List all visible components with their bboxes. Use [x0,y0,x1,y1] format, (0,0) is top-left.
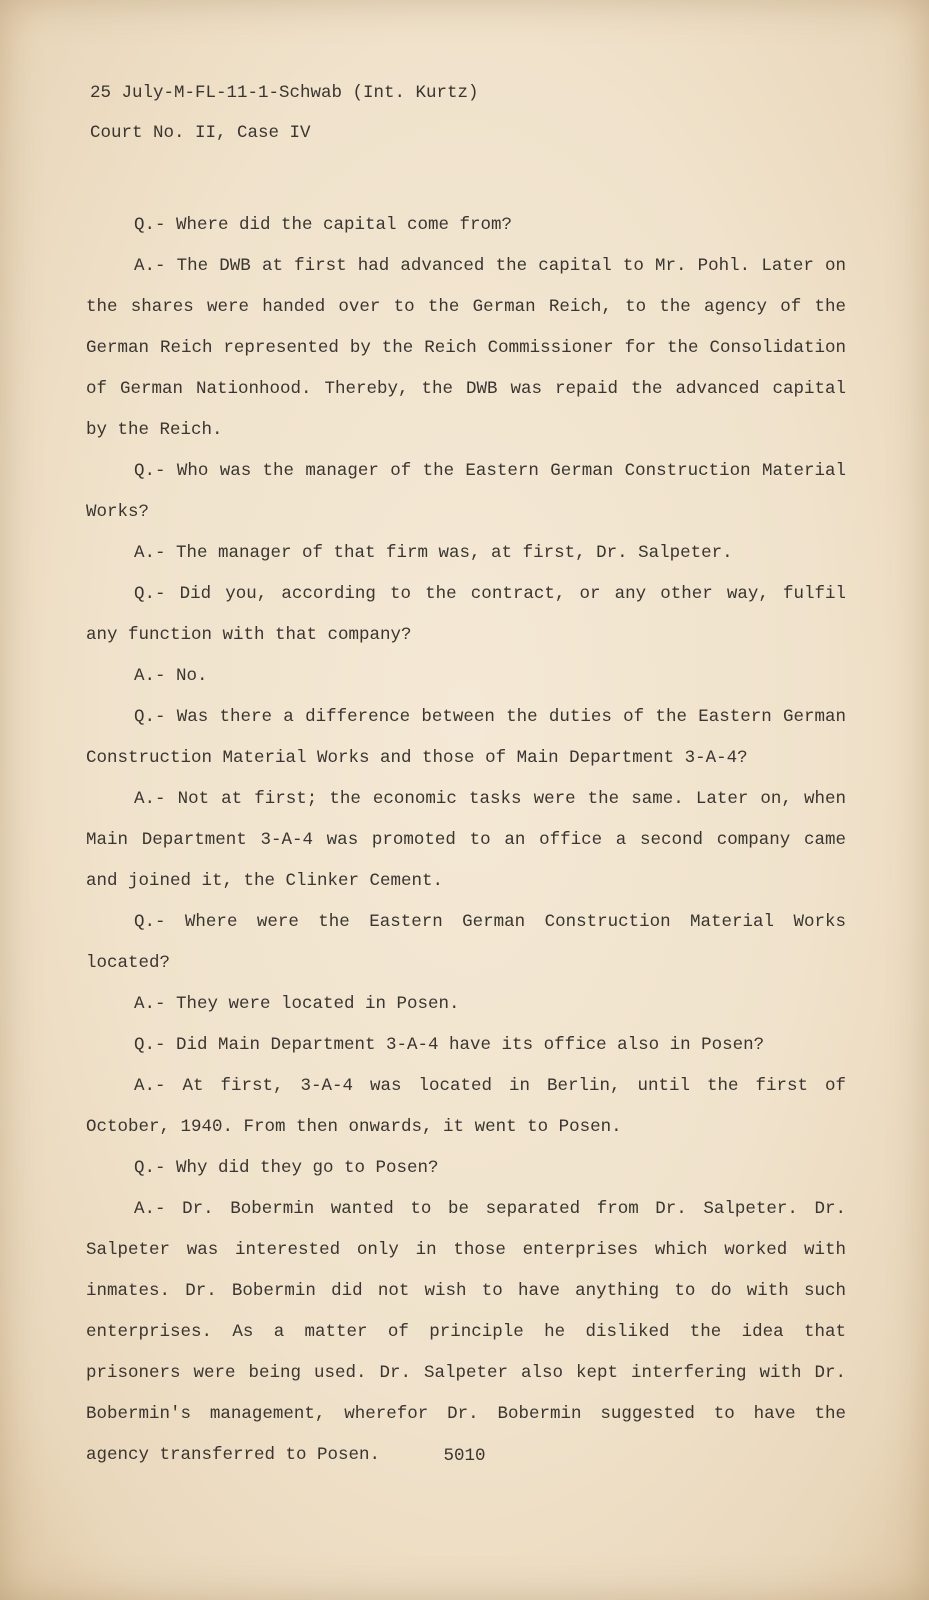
question-paragraph: Q.- Where were the Eastern German Construction Material Works located? [86,912,846,973]
question-paragraph: Q.- Where did the capital come from? [134,215,513,235]
answer-paragraph: A.- At first, 3-A-4 was located in Berlin, until the first of October, 1940. From then onwards, it went to Posen. [86,1076,846,1137]
testimony-body [86,205,846,1476]
header-court-line: Court No. II, Case IV [90,123,311,143]
answer-paragraph: A.- The manager of that firm was, at first, Dr. Salpeter. [134,543,733,563]
question-paragraph: Q.- Why did they go to Posen? [134,1158,439,1178]
answer-paragraph: A.- Dr. Bobermin wanted to be separated from Dr. Salpeter. Dr. Salpeter was interested only in those enterprises which worked with inmates. Dr. Bobermin did not wish to have anything to do with such enterprises. As a matter of principle he disliked the idea that prisoners were being used. Dr. Salpeter also kept interfering with Dr. Bobermin's management, wherefor Dr. Bobermin suggested to have the agency transferred to Posen. [86,1199,846,1465]
question-paragraph: Q.- Who was the manager of the Eastern German Construction Material Works? [86,461,846,522]
question-paragraph: Q.- Did Main Department 3-A-4 have its office also in Posen? [134,1035,765,1055]
header-reference-line: 25 July-M-FL-11-1-Schwab (Int. Kurtz) [90,83,479,103]
question-paragraph: Q.- Was there a difference between the duties of the Eastern German Construction Material Works and those of Main Department 3-A-4? [86,707,846,768]
question-paragraph: Q.- Did you, according to the contract, or any other way, fulfil any function with that company? [86,584,846,645]
answer-paragraph: A.- No. [134,666,208,686]
answer-paragraph: A.- Not at first; the economic tasks were the same. Later on, when Main Department 3-A-4 was promoted to an office a second company came and joined it, the Clinker Cement. [86,789,846,891]
answer-paragraph: A.- The DWB at first had advanced the capital to Mr. Pohl. Later on the shares were handed over to the German Reich, to the agency of the German Reich represented by the Reich Commissioner for the Consolidation of German Nationhood. Thereby, the DWB was repaid the advanced capital by the Reich. [86,256,846,440]
page-number: 5010 [443,1446,486,1466]
answer-paragraph: A.- They were located in Posen. [134,994,460,1014]
document-header [90,82,870,162]
